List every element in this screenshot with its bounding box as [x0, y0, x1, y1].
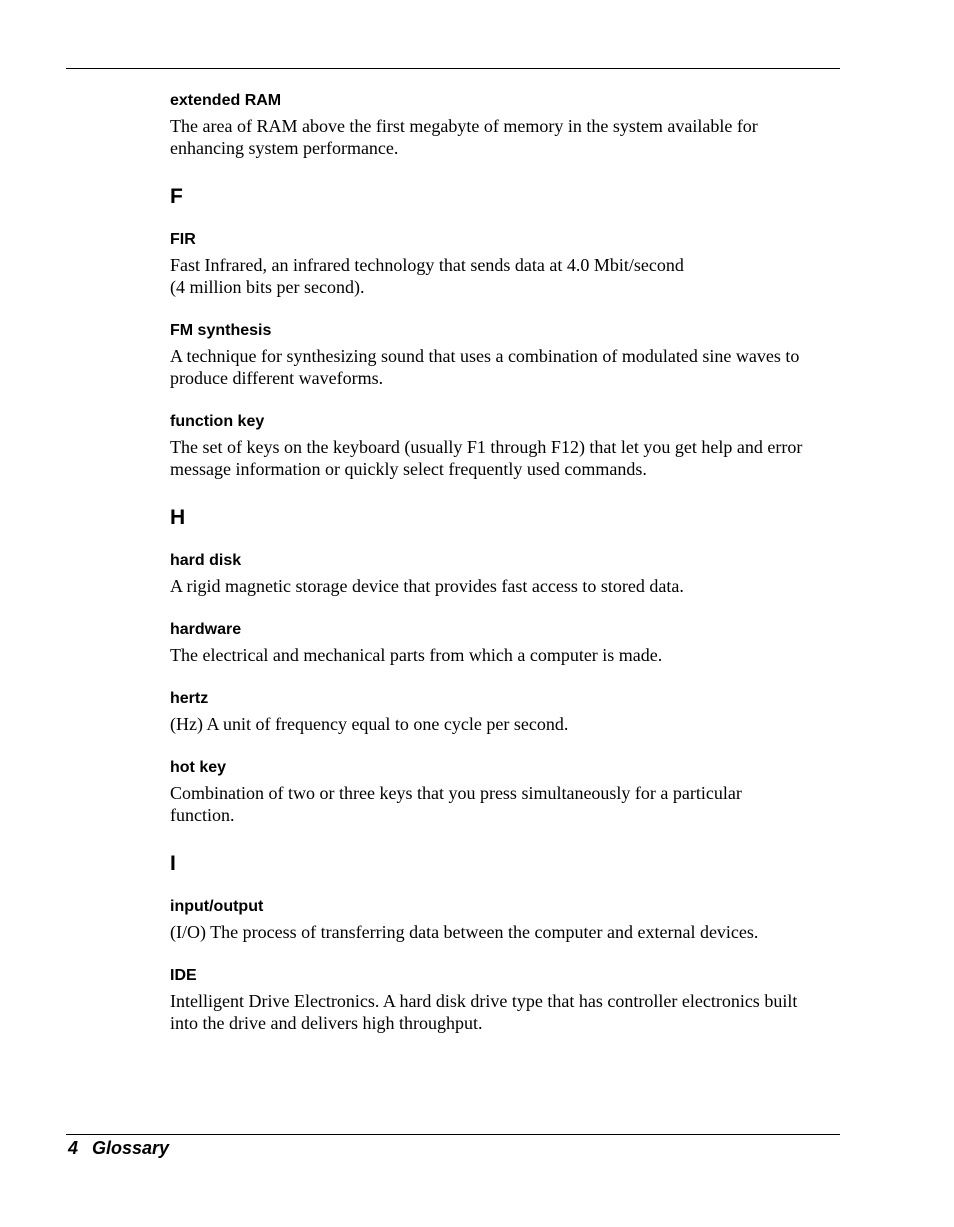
glossary-entry [170, 967, 842, 1034]
section-letter-heading: I [170, 852, 176, 875]
glossary-term: input/output [170, 898, 264, 915]
glossary-entry [170, 690, 842, 735]
glossary-entry [170, 413, 842, 480]
glossary-definition [170, 575, 842, 597]
glossary-definition [170, 713, 842, 735]
definition-line: function. [170, 805, 235, 825]
definition-line: (4 million bits per second). [170, 277, 365, 297]
footer-section-title: Glossary [92, 1138, 170, 1158]
definition-line: A rigid magnetic storage device that provides fast access to stored data. [170, 576, 684, 596]
glossary-entry [170, 231, 842, 298]
glossary-term: extended RAM [170, 92, 282, 109]
glossary-term: hardware [170, 621, 242, 638]
glossary-term: FIR [170, 231, 196, 248]
definition-line: The area of RAM above the first megabyte of memory in the system available for [170, 116, 758, 136]
definition-line: Combination of two or three keys that you press simultaneously for a particular [170, 783, 742, 803]
section-letter-heading: F [170, 185, 183, 208]
glossary-entry [170, 759, 842, 826]
glossary-term: hard disk [170, 552, 242, 569]
definition-line: The set of keys on the keyboard (usually F1 through F12) that let you get help and error [170, 437, 803, 457]
glossary-entry [170, 92, 842, 159]
glossary-term: hot key [170, 759, 227, 776]
page-footer [68, 1137, 169, 1159]
glossary-definition [170, 782, 842, 826]
glossary-definition [170, 345, 842, 389]
glossary-definition [170, 644, 842, 666]
glossary-definition [170, 254, 842, 298]
glossary-entry [170, 322, 842, 389]
page-number: 4 [68, 1138, 79, 1158]
section-letter-heading: H [170, 506, 186, 529]
glossary-entry [170, 552, 842, 597]
glossary-content [170, 92, 842, 1034]
definition-line: (I/O) The process of transferring data between the computer and external devices. [170, 922, 759, 942]
glossary-definition [170, 436, 842, 480]
definition-line: Fast Infrared, an infrared technology that sends data at 4.0 Mbit/second [170, 255, 684, 275]
definition-line: produce different waveforms. [170, 368, 384, 388]
header-rule [66, 68, 840, 69]
glossary-entry [170, 898, 842, 943]
footer-rule [66, 1134, 840, 1135]
definition-line: A technique for synthesizing sound that uses a combination of modulated sine waves to [170, 346, 800, 366]
glossary-definition [170, 990, 842, 1034]
glossary-term: hertz [170, 690, 209, 707]
definition-line: The electrical and mechanical parts from which a computer is made. [170, 645, 663, 665]
glossary-term: FM synthesis [170, 322, 272, 339]
glossary-entry [170, 621, 842, 666]
glossary-definition [170, 921, 842, 943]
glossary-term: function key [170, 413, 265, 430]
definition-line: Intelligent Drive Electronics. A hard disk drive type that has controller electronics built [170, 991, 798, 1011]
definition-line: enhancing system performance. [170, 138, 399, 158]
glossary-definition [170, 115, 842, 159]
glossary-term: IDE [170, 967, 197, 984]
definition-line: into the drive and delivers high throughput. [170, 1013, 483, 1033]
definition-line: (Hz) A unit of frequency equal to one cycle per second. [170, 714, 569, 734]
definition-line: message information or quickly select frequently used commands. [170, 459, 647, 479]
